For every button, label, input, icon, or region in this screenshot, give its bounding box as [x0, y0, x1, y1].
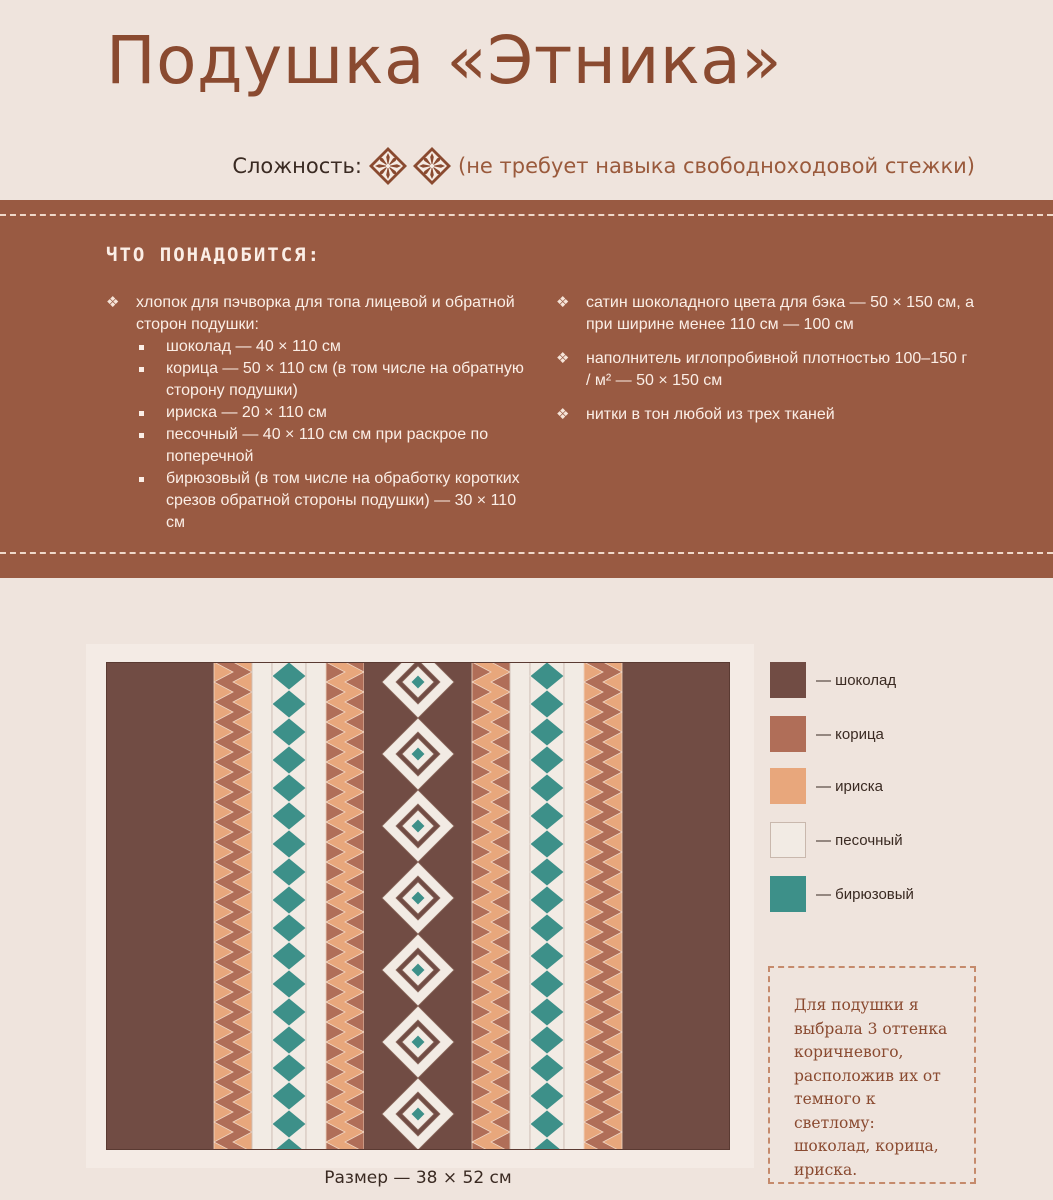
difficulty-line — [232, 146, 975, 186]
materials-subitem: корица — 50 × 110 см (в том числе на обратную сторону подушки) — [136, 358, 526, 402]
legend-item — [770, 822, 903, 858]
materials-sublist — [136, 336, 526, 534]
dashed-divider-top — [0, 214, 1053, 216]
legend-swatch — [770, 768, 806, 804]
materials-list-right — [556, 292, 976, 426]
dashed-divider-bottom — [0, 552, 1053, 554]
legend-item — [770, 876, 914, 912]
sand-strip — [564, 662, 584, 1150]
sand-strip — [510, 662, 530, 1150]
materials-heading: ЧТО ПОНАДОБИТСЯ: — [106, 244, 322, 266]
legend-swatch — [770, 662, 806, 698]
size-caption: Размер — 38 × 52 см — [324, 1168, 512, 1188]
difficulty-label: Сложность: — [232, 154, 362, 178]
sand-strip — [306, 662, 326, 1150]
materials-item — [106, 292, 526, 534]
legend-label: — ириска — [816, 777, 884, 795]
legend-label: — шоколад — [816, 671, 897, 689]
materials-list-left — [106, 292, 526, 534]
star-diamond-icon — [368, 146, 408, 186]
materials-subitem: шоколад — 40 × 110 см — [136, 336, 526, 358]
pillow-pattern-scheme — [106, 662, 730, 1150]
legend-label: — корица — [816, 725, 884, 743]
materials-item: ❖ сатин шоколадного цвета для бэка — 50 × 150 см, а при ширине менее 110 см — 100 см — [556, 292, 976, 336]
author-note-box — [768, 966, 976, 1184]
author-note: Для подушки я выбрала 3 оттенка коричневого, расположив их от темного к светлому: шоколад, корица, ириска. — [794, 996, 948, 1179]
materials-item-text: хлопок для пэчворка для топа лицевой и обратной сторон подушки: — [136, 294, 515, 333]
star-diamond-icon — [412, 146, 452, 186]
legend-swatch — [770, 876, 806, 912]
legend-item — [770, 662, 896, 698]
legend-swatch — [770, 822, 806, 858]
legend-label: — песочный — [816, 831, 903, 849]
materials-item: ❖ нитки в тон любой из трех тканей — [556, 404, 976, 426]
legend-item — [770, 768, 883, 804]
materials-subitem: бирюзовый (в том числе на обработку коротких срезов обратной стороны подушки) — 30 × 110 см — [136, 468, 526, 534]
materials-column-left — [106, 292, 526, 546]
difficulty-rating — [368, 146, 452, 186]
materials-item: ❖ наполнитель иглопробивной плотностью 100–150 г / м² — 50 × 150 см — [556, 348, 976, 392]
legend-item — [770, 716, 884, 752]
sand-strip — [252, 662, 272, 1150]
difficulty-note: (не требует навыка свободноходовой стежки) — [458, 154, 975, 178]
outer-band-left — [106, 662, 214, 1150]
legend-swatch — [770, 716, 806, 752]
legend-label: — бирюзовый — [816, 885, 914, 903]
page-title: Подушка «Этника» — [106, 22, 783, 99]
materials-subitem: песочный — 40 × 110 см см при раскрое по поперечной — [136, 424, 526, 468]
materials-section — [0, 200, 1053, 578]
outer-band-right — [622, 662, 730, 1150]
materials-column-right — [556, 292, 976, 438]
materials-subitem: ириска — 20 × 110 см — [136, 402, 526, 424]
